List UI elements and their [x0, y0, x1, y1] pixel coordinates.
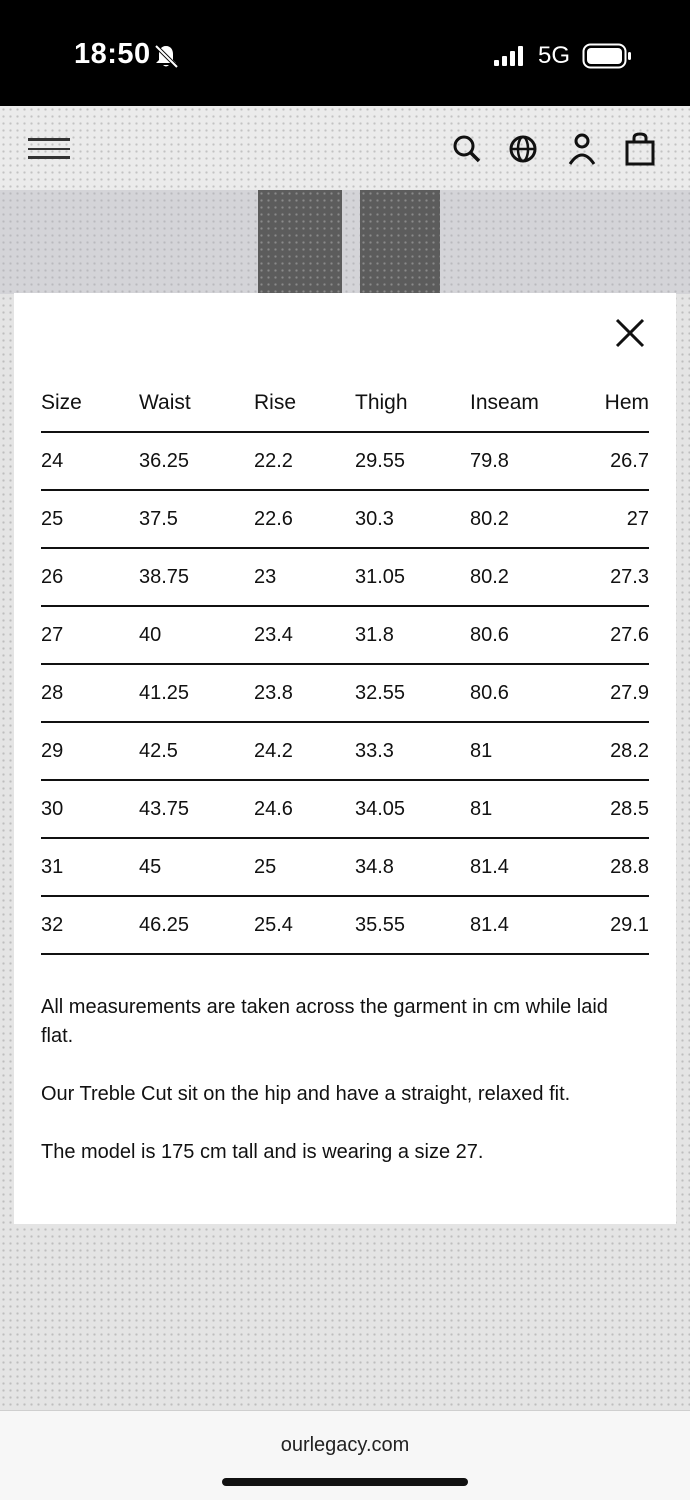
- cell-hem: 28.5: [590, 780, 649, 838]
- cell-hem: 27.9: [590, 664, 649, 722]
- cell-size: 32: [41, 896, 139, 954]
- cell-thigh: 31.8: [355, 606, 470, 664]
- cell-waist: 41.25: [139, 664, 254, 722]
- cell-rise: 22.2: [254, 432, 355, 490]
- cell-thigh: 32.55: [355, 664, 470, 722]
- cell-size: 24: [41, 432, 139, 490]
- bell-muted-icon: [152, 42, 180, 70]
- cell-rise: 23.8: [254, 664, 355, 722]
- column-header-hem: Hem: [590, 375, 649, 432]
- cell-waist: 36.25: [139, 432, 254, 490]
- cell-inseam: 81: [470, 722, 590, 780]
- table-row: [41, 664, 649, 722]
- cell-rise: 23.4: [254, 606, 355, 664]
- table-row: [41, 548, 649, 606]
- account-icon[interactable]: [566, 132, 598, 166]
- table-row: [41, 432, 649, 490]
- cell-inseam: 80.2: [470, 490, 590, 548]
- url-label[interactable]: ourlegacy.com: [280, 1434, 410, 1456]
- cell-hem: 27.3: [590, 548, 649, 606]
- home-indicator[interactable]: [222, 1478, 468, 1486]
- cell-size: 27: [41, 606, 139, 664]
- product-image: [0, 190, 690, 294]
- signal-icon: [494, 46, 524, 66]
- note-measurements: All measurements are taken across the garment in cm while laid flat.: [41, 996, 608, 1047]
- cell-waist: 46.25: [139, 896, 254, 954]
- cell-size: 30: [41, 780, 139, 838]
- cell-waist: 43.75: [139, 780, 254, 838]
- cell-thigh: 30.3: [355, 490, 470, 548]
- cell-inseam: 81: [470, 780, 590, 838]
- note-fit: Our Treble Cut sit on the hip and have a straight, relaxed fit.: [41, 1083, 571, 1105]
- cell-thigh: 34.05: [355, 780, 470, 838]
- cell-hem: 27: [590, 490, 649, 548]
- cell-hem: 28.8: [590, 838, 649, 896]
- cell-thigh: 31.05: [355, 548, 470, 606]
- menu-icon[interactable]: [28, 136, 70, 162]
- status-time: 18:50: [74, 38, 151, 70]
- cell-inseam: 81.4: [470, 896, 590, 954]
- cell-waist: 45: [139, 838, 254, 896]
- search-icon[interactable]: [450, 132, 482, 166]
- cell-waist: 37.5: [139, 490, 254, 548]
- column-header-waist: Waist: [139, 375, 254, 432]
- cell-thigh: 34.8: [355, 838, 470, 896]
- battery-icon: [582, 43, 632, 69]
- cell-thigh: 35.55: [355, 896, 470, 954]
- table-row: [41, 896, 649, 954]
- cell-size: 26: [41, 548, 139, 606]
- cell-hem: 26.7: [590, 432, 649, 490]
- cell-inseam: 80.2: [470, 548, 590, 606]
- cell-hem: 28.2: [590, 722, 649, 780]
- cell-size: 25: [41, 490, 139, 548]
- cell-hem: 27.6: [590, 606, 649, 664]
- globe-icon[interactable]: [507, 132, 539, 166]
- cell-rise: 23: [254, 548, 355, 606]
- network-label: 5G: [538, 42, 571, 69]
- column-header-thigh: Thigh: [355, 375, 470, 432]
- measurement-notes: [41, 993, 641, 1196]
- column-header-size: Size: [41, 375, 139, 432]
- size-guide-modal: [14, 293, 676, 1224]
- cell-waist: 42.5: [139, 722, 254, 780]
- close-icon[interactable]: [614, 317, 646, 349]
- cell-waist: 40: [139, 606, 254, 664]
- cell-rise: 24.6: [254, 780, 355, 838]
- cell-rise: 25.4: [254, 896, 355, 954]
- column-header-rise: Rise: [254, 375, 355, 432]
- table-row: [41, 838, 649, 896]
- cell-inseam: 79.8: [470, 432, 590, 490]
- table-row: [41, 490, 649, 548]
- table-row: [41, 606, 649, 664]
- column-header-inseam: Inseam: [470, 375, 590, 432]
- cell-rise: 25: [254, 838, 355, 896]
- cell-inseam: 80.6: [470, 606, 590, 664]
- cell-waist: 38.75: [139, 548, 254, 606]
- product-image-left-leg: [258, 190, 342, 294]
- note-model: The model is 175 cm tall and is wearing a size 27.: [41, 1141, 484, 1163]
- cell-rise: 24.2: [254, 722, 355, 780]
- cell-size: 31: [41, 838, 139, 896]
- cell-thigh: 33.3: [355, 722, 470, 780]
- product-image-right-leg: [360, 190, 440, 294]
- cell-size: 28: [41, 664, 139, 722]
- bag-icon[interactable]: [624, 132, 656, 166]
- cell-inseam: 81.4: [470, 838, 590, 896]
- table-row: [41, 722, 649, 780]
- cell-thigh: 29.55: [355, 432, 470, 490]
- cell-size: 29: [41, 722, 139, 780]
- table-header-row: [41, 375, 649, 432]
- table-row: [41, 780, 649, 838]
- cell-inseam: 80.6: [470, 664, 590, 722]
- size-chart-table: [41, 375, 649, 955]
- cell-hem: 29.1: [590, 896, 649, 954]
- cell-rise: 22.6: [254, 490, 355, 548]
- status-bar: [0, 0, 690, 106]
